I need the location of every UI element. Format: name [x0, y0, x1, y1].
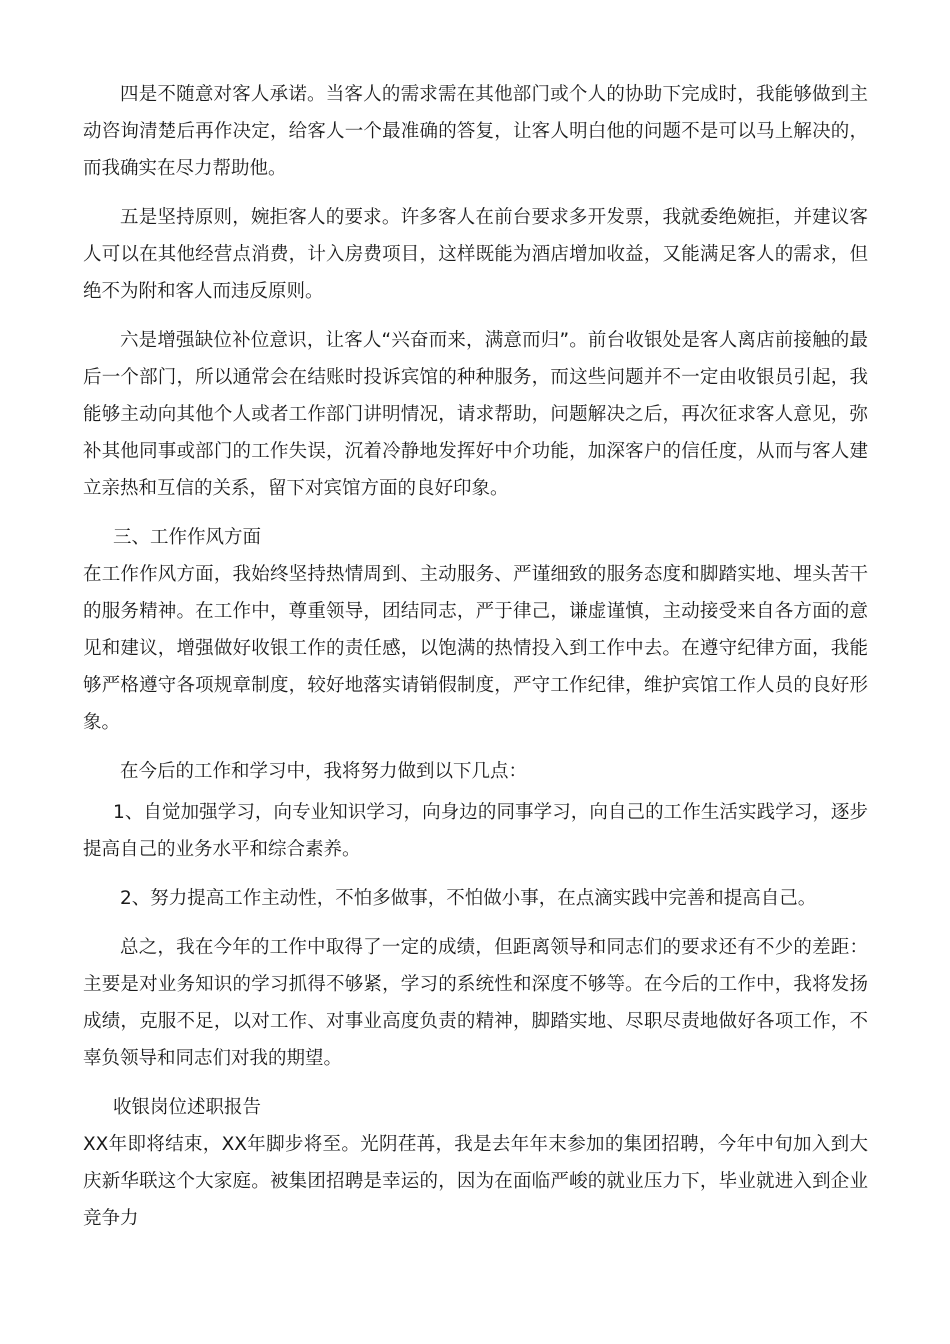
list-item-2: 2、努力提高工作主动性，不怕多做事，不怕做小事，在点滴实践中完善和提高自己。 — [120, 888, 817, 909]
paragraph-future-intro: 在今后的工作和学习中，我将努力做到以下几点： — [120, 761, 528, 782]
paragraph-summary: 总之，我在今年的工作中取得了一定的成绩，但距离领导和同志们的要求还有不少的差距：主要是对业务知识的学习抓得不够紧，学习的系统性和深度不够等。在今后的工作中，我将发扬成绩，克服不足，以对工作、对事业高度负责的精神，脚踏实地、尽职尽责地做好各项工作，不辜负领导和同志们对我的期望。 — [83, 937, 868, 1069]
paragraph-intro: XX年即将结束，XX年脚步将至。光阴荏苒，我是去年年末参加的集团招聘，今年中旬加入到大庆新华联这个大家庭。被集团招聘是幸运的，因为在面临严峻的就业压力下，毕业就进入到企业竞争力 — [83, 1134, 868, 1229]
section-heading-work-style: 三、工作作风方面 — [113, 527, 262, 548]
report-title: 收银岗位述职报告 — [113, 1097, 262, 1118]
list-item-1: 1、自觉加强学习，向专业知识学习，向身边的同事学习，向自己的工作生活实践学习，逐步提高自己的业务水平和综合素养。 — [83, 802, 868, 860]
paragraph-four: 四是不随意对客人承诺。当客人的需求需在其他部门或个人的协助下完成时，我能够做到主动咨询清楚后再作决定，给客人一个最准确的答复，让客人明白他的问题不是可以马上解决的，而我确实在尽力帮助他。 — [83, 84, 868, 179]
paragraph-work-style: 在工作作风方面，我始终坚持热情周到、主动服务、严谨细致的服务态度和脚踏实地、埋头苦干的服务精神。在工作中，尊重领导，团结同志，严于律己，谦虚谨慎，主动接受来自各方面的意见和建议，增强做好收银工作的责任感，以饱满的热情投入到工作中去。在遵守纪律方面，我能够严格遵守各项规章制度，较好地落实请销假制度，严守工作纪律，维护宾馆工作人员的良好形象。 — [83, 564, 868, 733]
document-page — [83, 76, 868, 1237]
paragraph-five: 五是坚持原则，婉拒客人的要求。许多客人在前台要求多开发票，我就委绝婉拒，并建议客人可以在其他经营点消费，计入房费项目，这样既能为酒店增加收益，又能满足客人的需求，但绝不为附和客人而违反原则。 — [83, 207, 868, 302]
paragraph-six: 六是增强缺位补位意识，让客人“兴奋而来，满意而归”。前台收银处是客人离店前接触的最后一个部门，所以通常会在结账时投诉宾馆的种种服务，而这些问题并不一定由收银员引起，我能够主动向其他个人或者工作部门讲明情况，请求帮助，问题解决之后，再次征求客人意见，弥补其他同事或部门的工作失误，沉着冷静地发挥好中介功能，加深客户的信任度，从而与客人建立亲热和互信的关系，留下对宾馆方面的良好印象。 — [83, 330, 868, 499]
